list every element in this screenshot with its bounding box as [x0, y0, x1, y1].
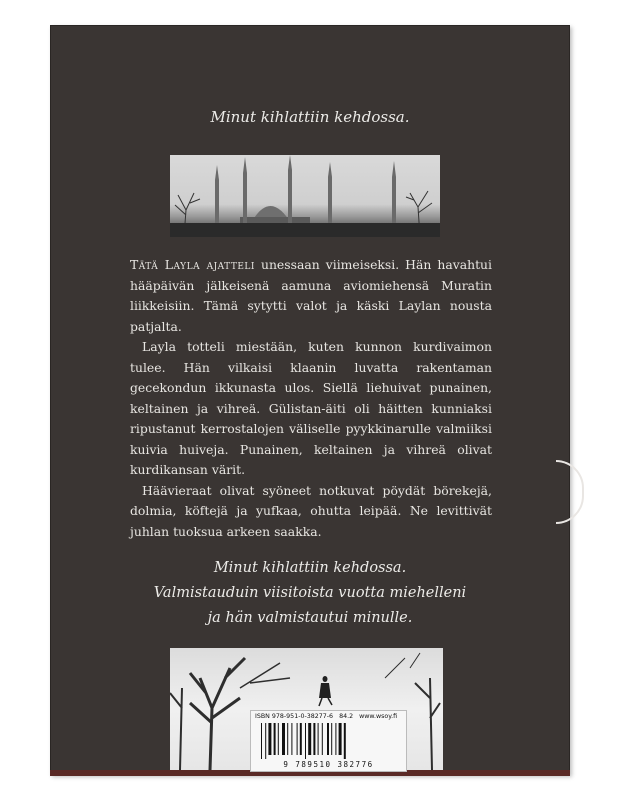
- blurb-paragraph-1: [130, 255, 492, 337]
- isbn-number: ISBN 978-951-0-38277-6: [255, 713, 334, 720]
- mosque-skyline-photo: [170, 155, 440, 237]
- blurb-paragraph-1-rest: unessaan viimeiseksi. Hän havahtui hääpäivän jälkeisenä aamuna aviomiehensä Muratin liikkeisiin. Tämä sytytti valot ja käski Laylan nousta patjalta.: [130, 257, 492, 334]
- publisher-url: www.wsoy.fi: [359, 713, 398, 720]
- blurb-text: [130, 255, 492, 542]
- blurb-lead-words: Tätä Layla ajatteli: [130, 257, 255, 272]
- closing-line-2: Valmistauduin viisitoista vuotta miehelleni: [153, 585, 467, 601]
- barcode-digits: 9 789510 382776: [283, 760, 374, 769]
- spine-curve-decoration: [556, 460, 584, 524]
- blurb-paragraph-2: Layla totteli miestään, kuten kunnon kurdivaimon tulee. Hän vilkaisi klaanin luvatta rakentaman gecekondun ikkunasta ulos. Siellä liehuivat punainen, keltainen ja vihreä. Gülistan-äiti oli häitten kunniaksi ripustanut kerrostalojen väliselle pyykkinarulle valmiiksi kuivia huiveja. Punainen, keltainen ja vihreä olivat kurdikansan värit.: [130, 339, 492, 477]
- blurb-paragraph-3: Häävieraat olivat syöneet notkuvat pöydät börekejä, dolmia, köftejä ja yufkaa, ohutta leipää. Ne levittivät juhlan tuoksua arkeen saakka.: [130, 482, 492, 539]
- barcode-bars: [261, 723, 396, 759]
- category-code: 84.2: [339, 713, 354, 720]
- isbn-line: [255, 713, 402, 720]
- epigraph: Minut kihlattiin kehdossa.: [210, 108, 410, 126]
- closing-line-3: ja hän valmistautui minulle.: [207, 610, 413, 626]
- closing-verse: [50, 556, 570, 631]
- barcode-label: [250, 710, 407, 772]
- closing-line-1: Minut kihlattiin kehdossa.: [213, 560, 407, 576]
